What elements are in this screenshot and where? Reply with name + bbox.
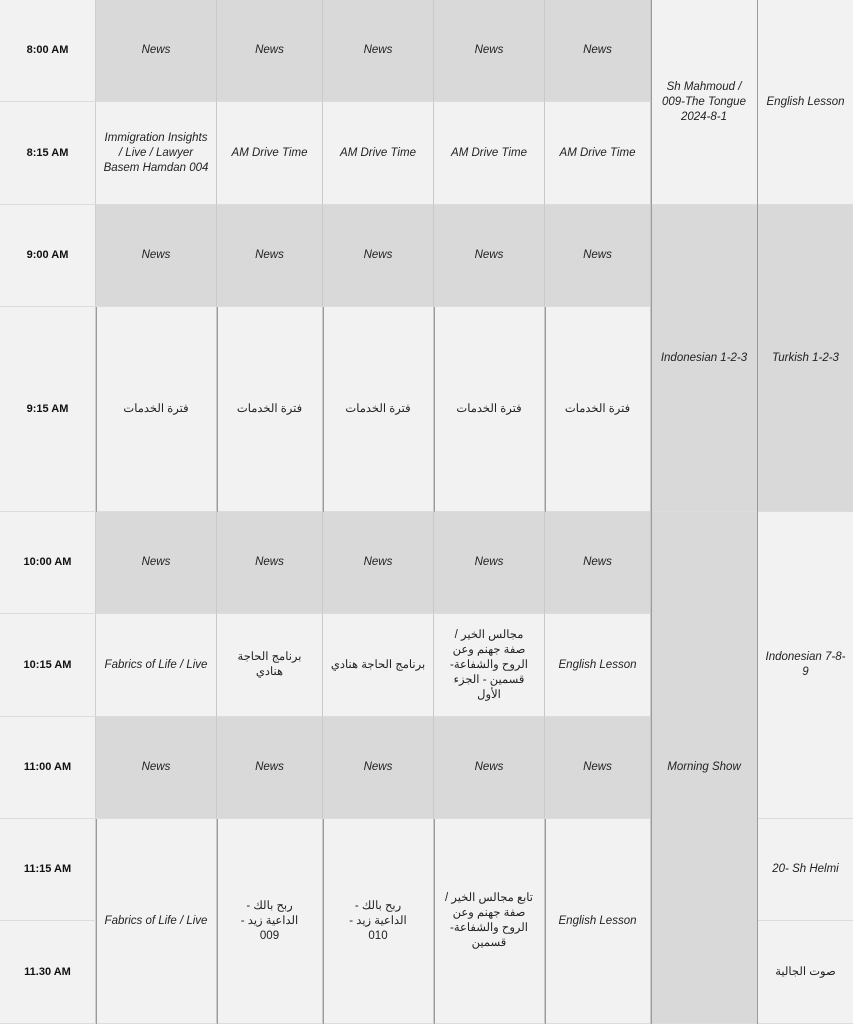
program-cell[interactable]: صوت الجالية — [758, 921, 853, 1024]
column-divider — [96, 307, 97, 512]
program-cell[interactable]: News — [96, 717, 217, 819]
program-cell[interactable]: برنامج الحاجة هنادي — [217, 614, 323, 717]
column-divider — [323, 819, 324, 1024]
program-cell[interactable]: فترة الخدمات — [434, 307, 545, 512]
time-label: 8:00 AM — [0, 0, 96, 102]
time-label: 11:15 AM — [0, 819, 96, 921]
program-cell[interactable]: Turkish 1-2-3 — [758, 205, 853, 512]
program-cell[interactable]: Indonesian 1-2-3 — [651, 205, 758, 512]
program-cell[interactable]: فترة الخدمات — [323, 307, 434, 512]
program-cell[interactable]: فترة الخدمات — [96, 307, 217, 512]
program-cell[interactable]: News — [434, 512, 545, 614]
program-cell[interactable]: تابع مجالس الخير / صفة جهنم وعن الروح والشفاعة- قسمين — [434, 819, 545, 1024]
program-cell[interactable]: News — [217, 0, 323, 102]
program-cell[interactable]: News — [323, 0, 434, 102]
program-cell[interactable]: News — [545, 512, 651, 614]
program-cell[interactable]: Morning Show — [651, 512, 758, 1024]
program-cell[interactable]: News — [434, 0, 545, 102]
program-cell[interactable]: English Lesson — [545, 614, 651, 717]
program-cell[interactable]: News — [96, 205, 217, 307]
program-cell[interactable]: برنامج الحاجة هنادي — [323, 614, 434, 717]
program-cell[interactable]: ربح بالك - الداعية زيد - 009 — [217, 819, 323, 1024]
column-divider — [217, 307, 218, 512]
time-label: 9:15 AM — [0, 307, 96, 512]
program-cell[interactable]: English Lesson — [545, 819, 651, 1024]
column-divider — [545, 307, 546, 512]
column-divider — [757, 0, 758, 1024]
program-cell[interactable]: Sh Mahmoud / 009-The Tongue 2024-8-1 — [651, 0, 758, 205]
time-label: 8:15 AM — [0, 102, 96, 205]
column-divider — [434, 819, 435, 1024]
program-cell[interactable]: News — [217, 717, 323, 819]
program-cell[interactable]: News — [96, 0, 217, 102]
column-divider — [96, 819, 97, 1024]
program-cell[interactable]: News — [545, 717, 651, 819]
program-cell[interactable]: Immigration Insights / Live / Lawyer Basem Hamdan 004 — [96, 102, 217, 205]
program-cell[interactable]: AM Drive Time — [545, 102, 651, 205]
column-divider — [323, 307, 324, 512]
program-cell[interactable]: 20- Sh Helmi — [758, 819, 853, 921]
time-label: 10:15 AM — [0, 614, 96, 717]
program-cell[interactable]: AM Drive Time — [217, 102, 323, 205]
program-cell[interactable]: News — [323, 512, 434, 614]
program-cell[interactable]: News — [545, 205, 651, 307]
program-cell[interactable]: News — [96, 512, 217, 614]
column-divider — [217, 819, 218, 1024]
program-cell[interactable]: News — [434, 205, 545, 307]
program-cell[interactable]: News — [323, 205, 434, 307]
program-cell[interactable]: فترة الخدمات — [545, 307, 651, 512]
column-divider — [434, 307, 435, 512]
program-cell[interactable]: News — [434, 717, 545, 819]
program-cell[interactable]: AM Drive Time — [323, 102, 434, 205]
program-cell[interactable]: AM Drive Time — [434, 102, 545, 205]
column-divider — [545, 819, 546, 1024]
program-cell[interactable]: News — [545, 0, 651, 102]
program-cell[interactable]: News — [217, 512, 323, 614]
program-cell[interactable]: News — [323, 717, 434, 819]
program-cell[interactable]: News — [217, 205, 323, 307]
program-cell[interactable]: فترة الخدمات — [217, 307, 323, 512]
program-cell[interactable]: مجالس الخير / صفة جهنم وعن الروح والشفاعة- قسمين - الجزء الأول — [434, 614, 545, 717]
program-cell[interactable]: Fabrics of Life / Live — [96, 614, 217, 717]
program-cell[interactable]: ربح بالك - الداعية زيد - 010 — [323, 819, 434, 1024]
time-label: 9:00 AM — [0, 205, 96, 307]
column-divider — [651, 0, 652, 1024]
time-label: 11.30 AM — [0, 921, 96, 1024]
time-label: 10:00 AM — [0, 512, 96, 614]
program-cell[interactable]: Fabrics of Life / Live — [96, 819, 217, 1024]
program-cell[interactable]: English Lesson — [758, 0, 853, 205]
time-label: 11:00 AM — [0, 717, 96, 819]
program-cell[interactable]: Indonesian 7-8-9 — [758, 512, 853, 819]
